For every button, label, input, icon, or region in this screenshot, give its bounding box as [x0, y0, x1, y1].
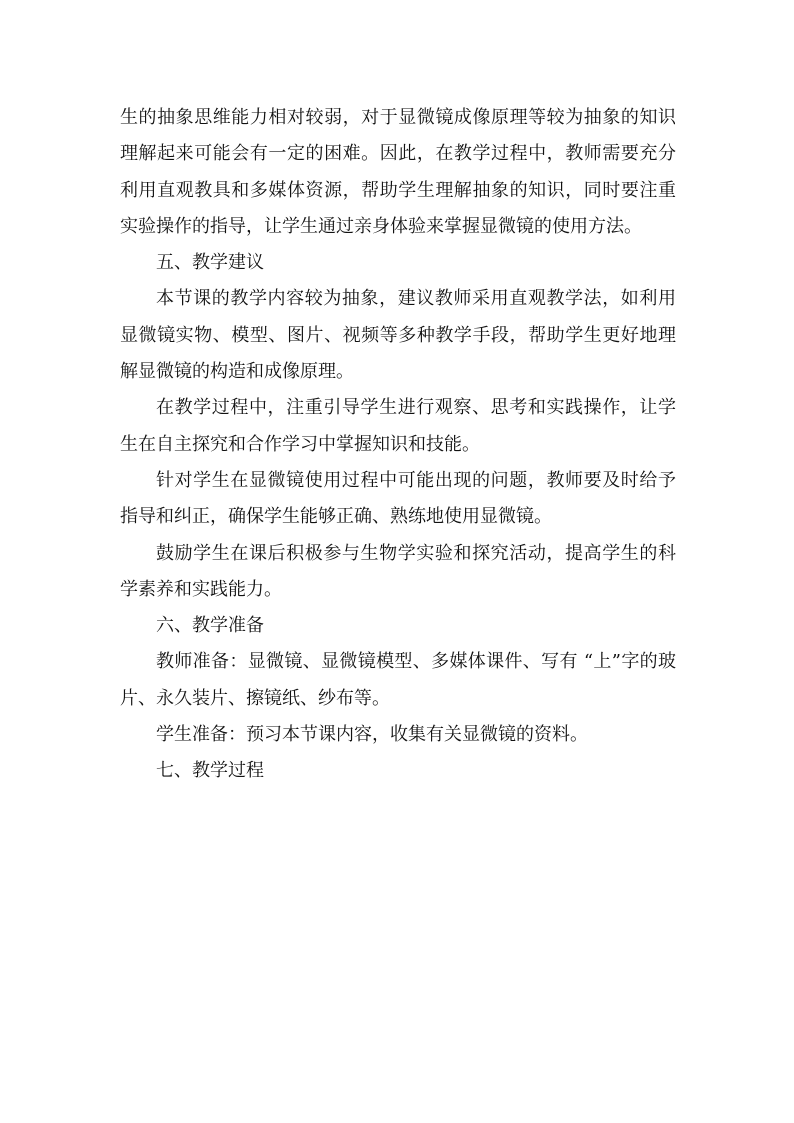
paragraph-suggestion-4: 鼓励学生在课后积极参与生物学实验和探究活动，提高学生的科学素养和实践能力。	[120, 542, 676, 600]
paragraph-suggestion-3: 针对学生在显微镜使用过程中可能出现的问题，教师要及时给予指导和纠正，确保学生能够正确、熟练地使用显微镜。	[120, 469, 676, 528]
section-heading-teaching-suggestions: 五、教学建议	[156, 252, 264, 274]
section-heading-teaching-preparation: 六、教学准备	[156, 615, 264, 637]
paragraph-student-preparation: 学生准备：预习本节课内容，收集有关显微镜的资料。	[156, 724, 588, 746]
paragraph-suggestion-2: 在教学过程中，注重引导学生进行观察、思考和实践操作，让学生在自主探究和合作学习中掌握知识和技能。	[120, 397, 676, 455]
paragraph-continuation: 生的抽象思维能力相对较弱，对于显微镜成像原理等较为抽象的知识理解起来可能会有一定的困难。因此，在教学过程中，教师需要充分利用直观教具和多媒体资源，帮助学生理解抽象的知识，同时要注重实验操作的指导，让学生通过亲身体验来掌握显微镜的使用方法。	[120, 107, 676, 237]
section-heading-teaching-process: 七、教学过程	[156, 760, 264, 782]
paragraph-teacher-preparation: 教师准备：显微镜、显微镜模型、多媒体课件、写有 “上”字的玻片、永久装片、擦镜纸、纱布等。	[120, 651, 676, 709]
document-body	[120, 100, 676, 790]
paragraph-suggestion-1: 本节课的教学内容较为抽象，建议教师采用直观教学法，如利用显微镜实物、模型、图片、视频等多种教学手段，帮助学生更好地理解显微镜的构造和成像原理。	[120, 288, 676, 383]
